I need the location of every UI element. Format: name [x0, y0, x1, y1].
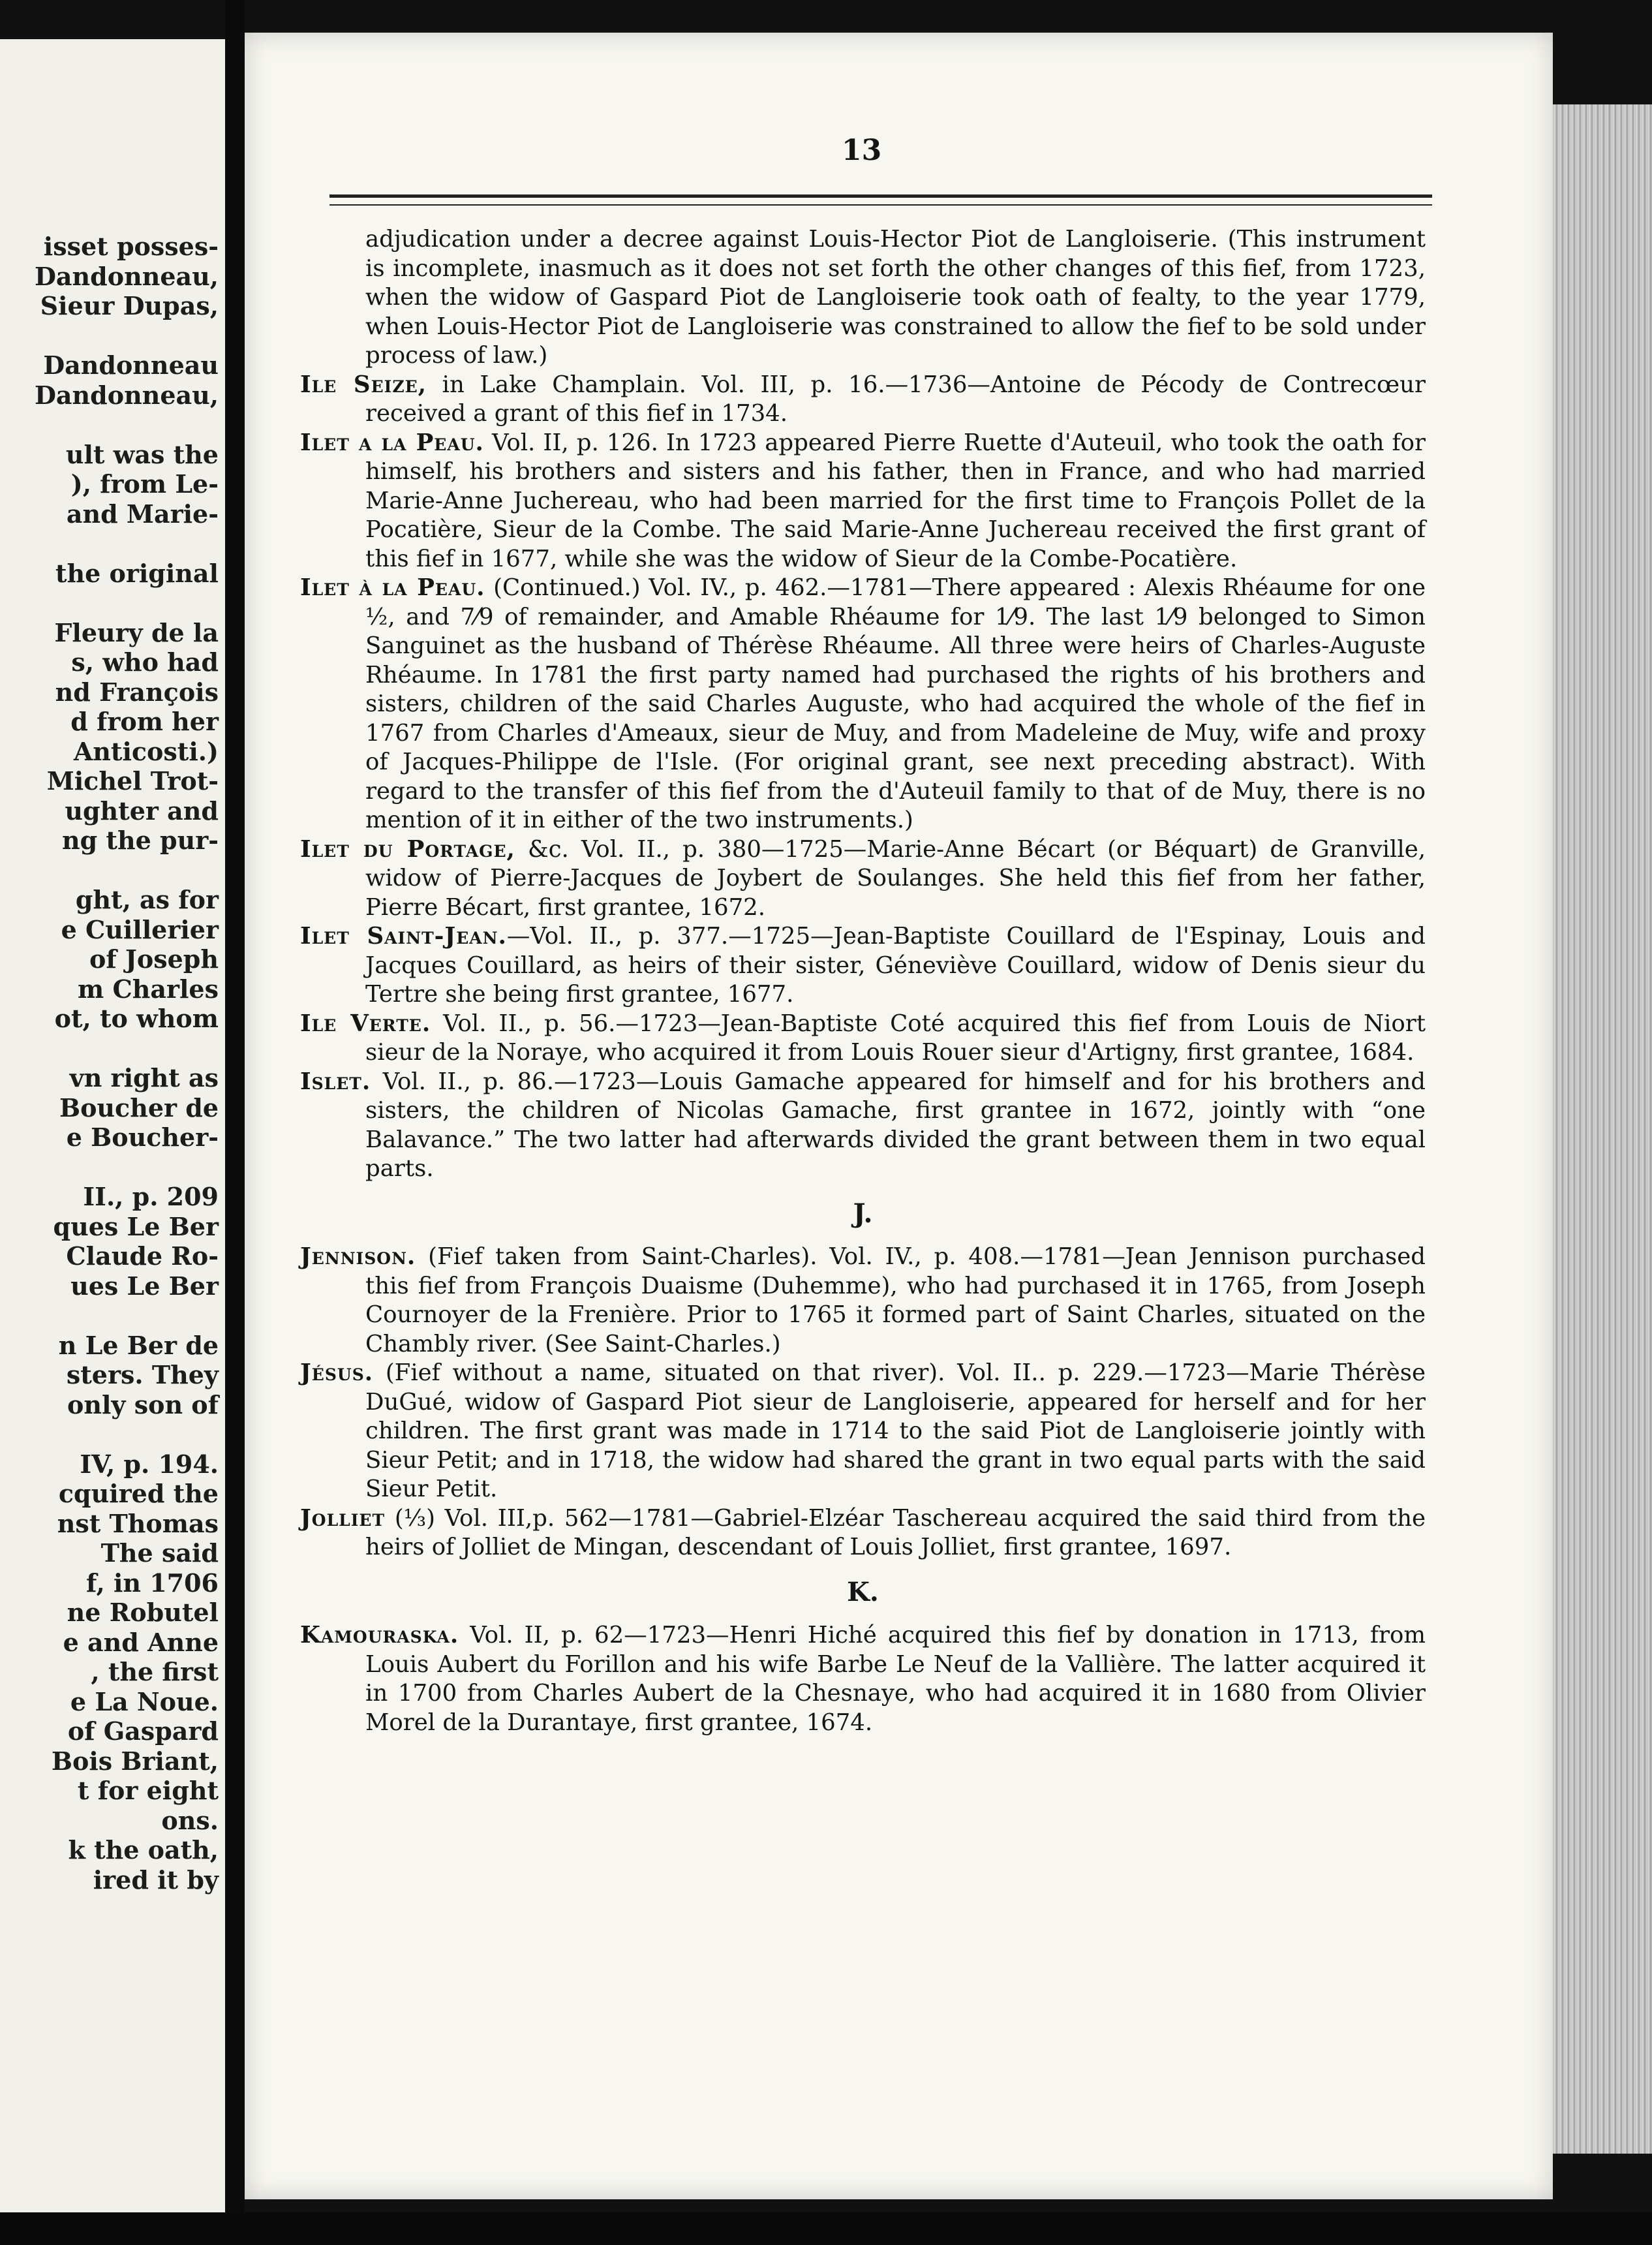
left-page-line: nd François	[55, 677, 219, 707]
left-page-line: ques Le Ber	[53, 1211, 219, 1241]
left-page-line: nst Thomas	[57, 1508, 219, 1538]
book-spine	[225, 0, 245, 2245]
left-page-line: e La Noue.	[70, 1686, 219, 1716]
left-page-line	[0, 529, 219, 559]
left-page-line: Bois Briant,	[51, 1746, 219, 1776]
entry-headword: Ile Seize,	[300, 371, 427, 398]
entry-text: &c. Vol. II., p. 380—1725—Marie-Anne Bécart (or Béquart) de Granville, widow of Pierre-Jacques de Joybert de Soulanges. She held this fief from her father, Pierre Bécart, first grantee, 1672.	[365, 835, 1426, 921]
left-page-line: Michel Trot-	[46, 766, 219, 796]
left-page-line: and Marie-	[66, 499, 219, 529]
left-page-line: ), from Le-	[70, 469, 219, 499]
left-page-line: m Charles	[78, 974, 219, 1004]
fief-entry	[300, 1243, 1426, 1359]
header-rule-thick	[329, 194, 1432, 198]
fief-entry	[300, 429, 1426, 574]
entry-headword: Ilet Saint-Jean.	[300, 923, 507, 950]
left-page-line: IV, p. 194.	[80, 1449, 219, 1479]
entry-headword: Kamouraska.	[300, 1622, 459, 1649]
left-page-text	[0, 232, 219, 1895]
left-page-line: Dandonneau,	[34, 261, 219, 291]
entry-headword: Ilet à la Peau.	[300, 574, 485, 601]
entry-headword: Jésus.	[300, 1359, 374, 1386]
left-page-line: Fleury de la	[54, 617, 219, 647]
left-page-line: ired it by	[93, 1865, 219, 1895]
left-page-line: Anticosti.)	[73, 736, 219, 766]
left-page-line	[0, 588, 219, 618]
left-page-line: s, who had	[71, 647, 219, 677]
left-page-line	[0, 410, 219, 440]
entry-headword: Jolliet	[300, 1504, 386, 1532]
fief-entry	[300, 1068, 1426, 1184]
left-page-line: the original	[55, 558, 219, 588]
entry-text: Vol. II, p. 62—1723—Henri Hiché acquired this fief by donation in 1713, from Louis Aubert du Forillon and his wife Barbe Le Neuf de la Vallière. The latter acquired it in 1700 from Charles Aubert de la Chesnaye, who had acquired it in 1680 from Olivier Morel de la Durantaye, first grantee, 1674.	[365, 1622, 1426, 1736]
entries-j	[300, 1243, 1426, 1562]
left-page-line: ot, to whom	[54, 1004, 219, 1033]
left-page-line: isset posses-	[43, 232, 219, 261]
left-page-line: only son of	[67, 1389, 219, 1419]
left-page-line	[0, 321, 219, 351]
entry-text: (Fief without a name, situated on that river). Vol. II.. p. 229.—1723—Marie Thérèse DuGué, widow of Gaspard Piot sieur de Langloiserie, appeared for herself and for her children. The first grant was made in 1714 to the said Piot de Langloiserie jointly with Sieur Petit; and in 1718, the widow had shared the grant in two equal parts with the said Sieur Petit.	[365, 1359, 1426, 1502]
left-page-line: sters. They	[66, 1360, 219, 1389]
left-page-line: Dandonneau	[43, 350, 219, 380]
fief-entry	[300, 574, 1426, 835]
fief-entry	[300, 1010, 1426, 1068]
left-page-line: e and Anne	[63, 1627, 219, 1657]
entry-headword: Ilet a la Peau.	[300, 429, 484, 456]
left-page-line: e Cuillerier	[61, 914, 219, 944]
left-page-line: ons.	[161, 1805, 219, 1835]
left-page-line: t for eight	[77, 1776, 219, 1805]
left-page-line: Claude Ro-	[66, 1241, 219, 1271]
entry-headword: Jennison.	[300, 1243, 416, 1270]
left-page-line	[0, 1034, 219, 1064]
fief-entry	[300, 835, 1426, 923]
left-page-line: vn right as	[69, 1063, 219, 1092]
left-page-line	[0, 1301, 219, 1331]
bottom-shadow	[0, 2212, 1652, 2245]
entries-i	[300, 371, 1426, 1184]
left-page-line: cquired the	[58, 1479, 219, 1508]
section-heading-j: J.	[853, 1198, 873, 1229]
left-page-line	[0, 1419, 219, 1449]
entry-text: (Fief taken from Saint-Charles). Vol. IV., p. 408.—1781—Jean Jennison purchased this fief from François Duaisme (Duhemme), who had purchased it in 1765, from Joseph Cournoyer de la Frenière. Prior to 1765 it formed part of Saint Charles, situated on the Chambly river. (See Saint-Charles.)	[365, 1243, 1426, 1357]
entry-text: (Continued.) Vol. IV., p. 462.—1781—There appeared : Alexis Rhéaume for one ½, and 7⁄9 of remainder, and Amable Rhéaume for 1⁄9. The last 1⁄9 belonged to Simon Sanguinet as the husband of Thérèse Rhéaume. All three were heirs of Charles-Auguste Rhéaume. In 1781 the first party named had purchased the rights of his brothers and sisters, children of the said Charles Auguste, who had acquired the whole of the fief in 1767 from Charles d'Ameaux, sieur de Muy, and from Madeleine de Muy, wife and proxy of Jacques-Philippe de l'Isle. (For original grant, see next preceding abstract). With regard to the transfer of this fief from the d'Auteuil family to that of de Muy, there is no mention of it in either of the two instruments.)	[365, 574, 1426, 833]
entry-text: Vol. II, p. 126. In 1723 appeared Pierre Ruette d'Auteuil, who took the oath for himself, his brothers and sisters and his father, then in France, and who had married Marie-Anne Juchereau, who had been married for the first time to François Pollet de la Pocatière, Sieur de la Combe. The said Marie-Anne Juchereau received the first grant of this fief in 1677, while she was the widow of Sieur de la Combe-Pocatière.	[365, 429, 1426, 572]
fief-entry	[300, 922, 1426, 1010]
left-page-line: Boucher de	[59, 1092, 219, 1122]
fief-entry	[300, 371, 1426, 429]
fief-entry	[300, 1621, 1426, 1737]
page-content	[300, 225, 1426, 1737]
left-page-line: Dandonneau,	[34, 380, 219, 410]
left-page-line: ult was the	[65, 439, 219, 469]
left-page-line: ughter and	[65, 796, 219, 826]
left-page-line: II., p. 209	[83, 1182, 219, 1211]
entry-headword: Islet.	[300, 1068, 371, 1095]
left-page-line	[0, 856, 219, 886]
continuation-paragraph: adjudication under a decree against Louis-Hector Piot de Langloiserie. (This instrument is incomplete, inasmuch as it does not set forth the other changes of this fief, from 1723, when the widow of Gaspard Piot de Langloiserie took oath of fealty, to the year 1779, when Louis-Hector Piot de Langloiserie was constrained to allow the fief to be sold under process of law.)	[365, 226, 1426, 369]
left-page-line: ues Le Ber	[70, 1271, 219, 1301]
entry-text: in Lake Champlain. Vol. III, p. 16.—1736—Antoine de Pécody de Contrecœur received a grant of this fief in 1734.	[365, 371, 1426, 427]
page-edges	[1553, 104, 1652, 2154]
left-page-line: of Gaspard	[67, 1716, 219, 1746]
entry-text: Vol. II., p. 86.—1723—Louis Gamache appeared for himself and for his brothers and sisters, the children of Nicolas Gamache, first grantee in 1672, jointly with “one Balavance.” The two latter had afterwards divided the grant between them in two equal parts.	[365, 1068, 1426, 1182]
fief-entry	[300, 1359, 1426, 1504]
left-page	[0, 39, 225, 2212]
entry-text: Vol. II., p. 56.—1723—Jean-Baptiste Coté acquired this fief from Louis de Niort sieur de la Noraye, who acquired it from Louis Rouer sieur d'Artigny, first grantee, 1684.	[365, 1010, 1426, 1066]
entry-text: (⅓) Vol. III,p. 562—1781—Gabriel-Elzéar Taschereau acquired the said third from the heirs of Jolliet de Mingan, descendant of Louis Jolliet, first grantee, 1697.	[365, 1504, 1426, 1560]
header-rule-thin	[329, 204, 1432, 206]
left-page-line: d from her	[70, 707, 219, 736]
fief-entry	[300, 1504, 1426, 1562]
left-page-line: ne Robutel	[67, 1598, 219, 1627]
left-page-line: k the oath,	[68, 1835, 219, 1865]
left-page-line: , the first	[91, 1657, 219, 1686]
left-page-line: f, in 1706	[85, 1568, 219, 1598]
left-page-line: of Joseph	[89, 944, 219, 974]
entry-text: —Vol. II., p. 377.—1725—Jean-Baptiste Couillard de l'Espinay, Louis and Jacques Couillard, as heirs of their sister, Géneviève Couillard, widow of Denis sieur du Tertre she being first grantee, 1677.	[365, 923, 1426, 1008]
left-page-line: ng the pur-	[61, 826, 219, 855]
page-number: 13	[842, 134, 882, 167]
entry-headword: Ile Verte.	[300, 1010, 431, 1037]
left-page-line	[0, 1153, 219, 1183]
section-heading-k: K.	[847, 1576, 879, 1607]
entries-k	[300, 1621, 1426, 1737]
left-page-line: Sieur Dupas,	[40, 291, 219, 320]
entry-headword: Ilet du Portage,	[300, 835, 515, 863]
left-page-line: n Le Ber de	[58, 1330, 219, 1360]
left-page-line: ght, as for	[75, 885, 219, 914]
left-page-line: The said	[100, 1538, 219, 1568]
left-page-line: e Boucher-	[66, 1122, 219, 1152]
